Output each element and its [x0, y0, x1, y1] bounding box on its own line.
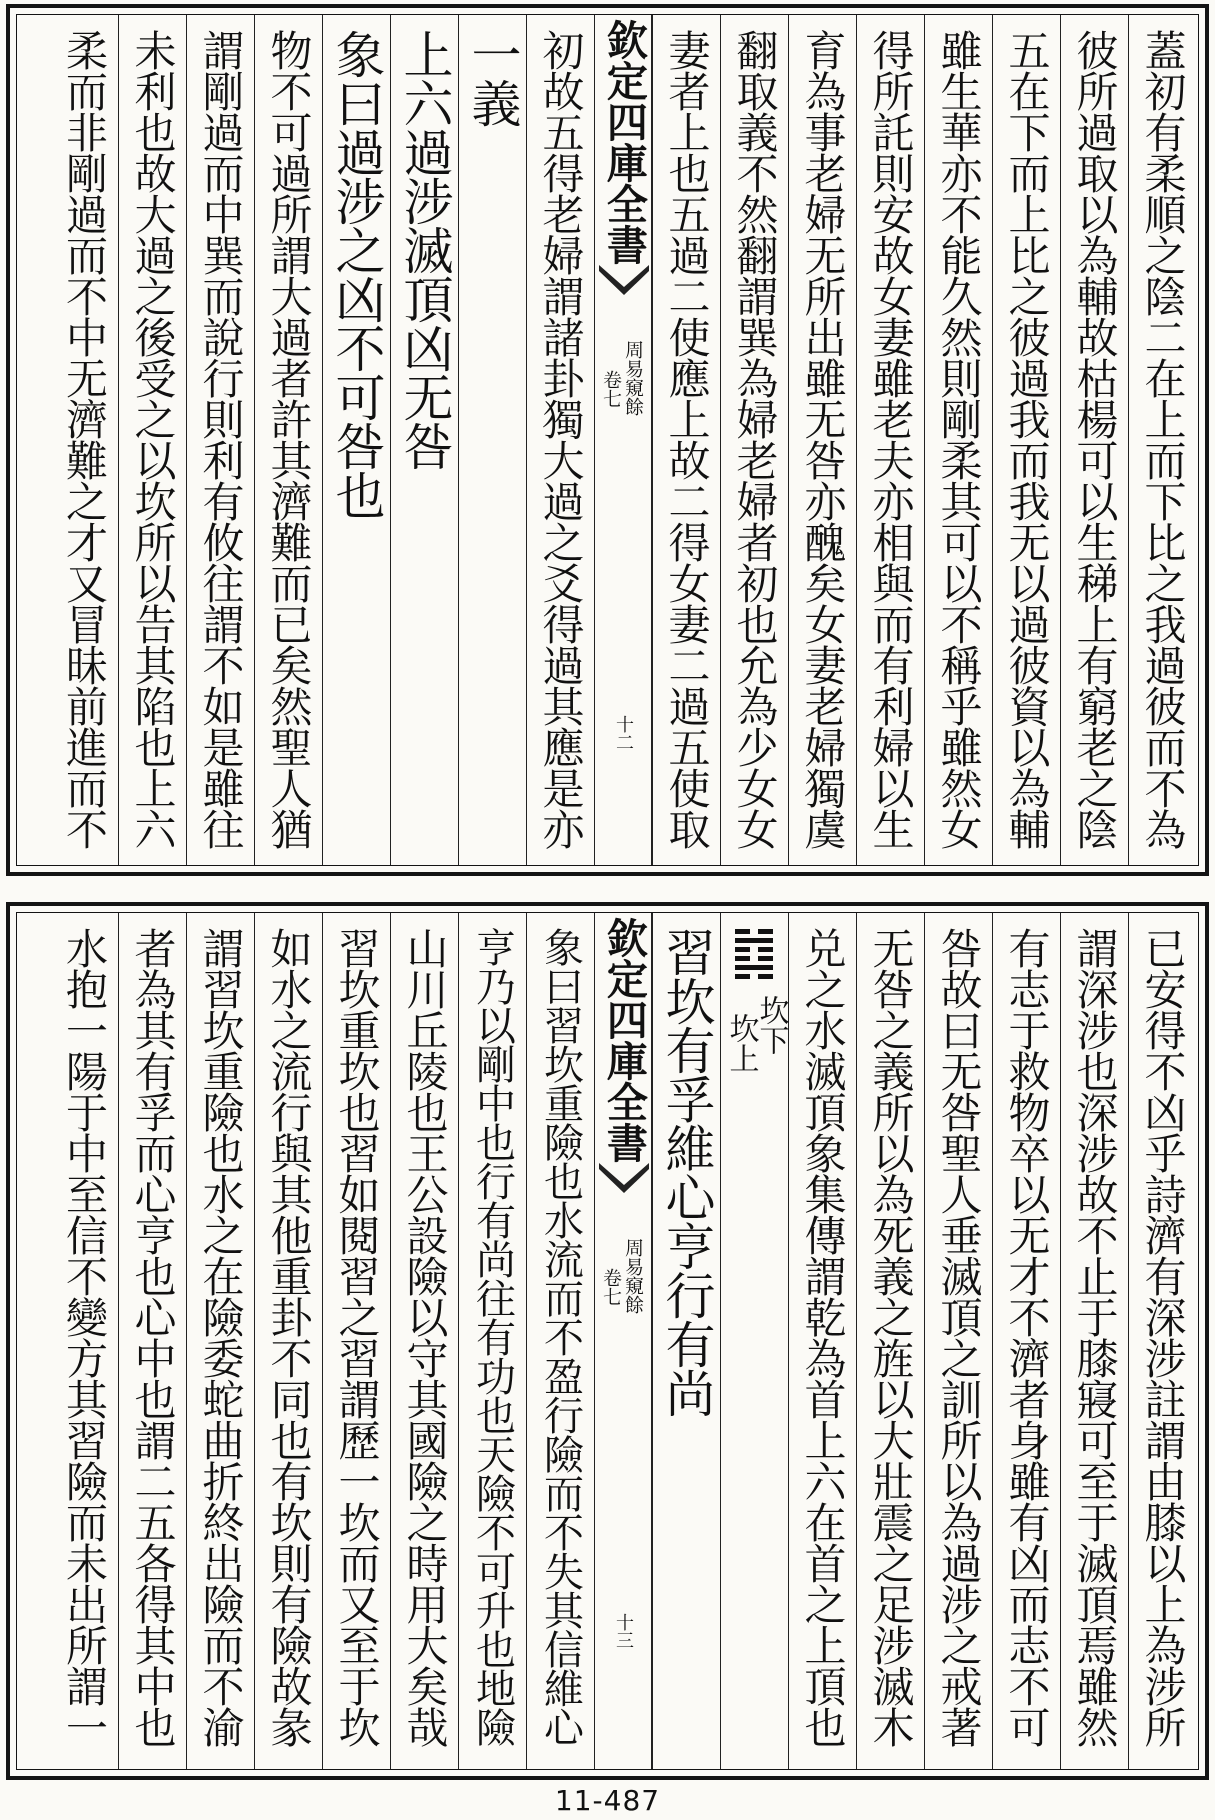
- bottom-column-text: 如水之流行與其他重卦不同也有坎則有險故彖: [264, 927, 314, 1747]
- bottom-column-text: 象曰習坎重險也水流而不盈行險而不失其信維心: [537, 927, 584, 1746]
- bottom-column-text: 山川丘陵也王公設險以守其國險之時用大矣哉: [400, 927, 450, 1747]
- bottom-library-title: 欽定四庫全書: [599, 917, 648, 1163]
- top-column-text: 象曰過涉之凶不可咎也: [327, 29, 386, 519]
- bottom-column-text: 習坎有孚維心亨行有尚: [657, 927, 716, 1417]
- top-column-text: 育為事老婦无所出雖无咎亦醜矣女妻老婦獨虞: [798, 29, 848, 849]
- top-left-column: [50, 15, 118, 865]
- top-left-column: [458, 15, 526, 865]
- bottom-column-text: 者為其有孚而心亨也心中也謂二五各得其中也: [128, 927, 178, 1747]
- top-column-text: 物不可過所謂大過者許其濟難而已矣然聖人猶: [264, 29, 314, 849]
- bottom-column-text: 謂深涉也深涉故不止于膝寢可至于滅頂焉雖然: [1070, 927, 1120, 1747]
- top-center-fold: [594, 15, 652, 865]
- bottom-left-column: [186, 913, 254, 1769]
- top-column-text: 五在下而上比之彼過我而我无以過彼資以為輔: [1002, 29, 1052, 849]
- bottom-column-text: 已安得不凶乎詩濟有深涉註謂由膝以上為涉所: [1138, 927, 1188, 1747]
- fishtail-mark-icon: [599, 265, 649, 295]
- top-column-text: 一義: [463, 29, 522, 127]
- top-column-text: 彼所過取以為輔故枯楊可以生稊上有窮老之陰: [1070, 29, 1120, 849]
- bottom-right-column: [924, 913, 992, 1769]
- top-column-text: 翻取義不然翻謂巽為婦老婦者初也允為少女女: [730, 29, 780, 849]
- bottom-right-column: [788, 913, 856, 1769]
- top-right-column: [652, 15, 720, 865]
- top-left-column: [526, 15, 594, 865]
- bottom-left-column: [50, 913, 118, 1769]
- top-volume: 卷七: [600, 370, 622, 408]
- top-column-text: 蓋初有柔順之陰二在上而下比之我過彼而不為: [1138, 29, 1188, 849]
- top-left-column: [390, 15, 458, 865]
- bottom-column-text: 无咎之義所以為死義之旌以大壯震之足涉滅木: [866, 927, 916, 1747]
- top-column-text: 雖生華亦不能久然則剛柔其可以不稱乎雖然女: [934, 29, 984, 849]
- bottom-column-text: 習坎重坎也習如閱習之習謂歷一坎而又至于坎: [332, 927, 382, 1747]
- bottom-leaf-number: 十三: [613, 1613, 634, 1649]
- bottom-volume: 卷七: [600, 1268, 622, 1306]
- bottom-right-column: [856, 913, 924, 1769]
- bottom-book-title: 周易窺餘: [622, 1238, 644, 1314]
- hexagram-column: [720, 913, 788, 1769]
- bottom-column-text: 水抱一陽于中至信不變方其習險而未出所謂一: [60, 927, 109, 1747]
- bottom-left-column: [526, 913, 594, 1769]
- bottom-right-column: [1128, 913, 1196, 1769]
- bottom-heading-column: [652, 913, 720, 1769]
- bottom-right-column: [1060, 913, 1128, 1769]
- bottom-column-text: 有志于救物卒以无才不濟者身雖有凶而志不可: [1002, 927, 1052, 1747]
- bottom-center-fold: [594, 913, 652, 1769]
- top-right-column: [1060, 15, 1128, 865]
- top-library-title: 欽定四庫全書: [599, 19, 648, 265]
- top-right-column: [788, 15, 856, 865]
- hexagram-upper-label: 坎上: [723, 1013, 759, 1073]
- bottom-page-frame: [16, 912, 1199, 1770]
- bottom-left-column: [322, 913, 390, 1769]
- top-left-column: [254, 15, 322, 865]
- bottom-left-column: [390, 913, 458, 1769]
- hexagram-lower-label: 坎下: [753, 995, 789, 1055]
- top-right-column: [1128, 15, 1196, 865]
- top-left-column: [118, 15, 186, 865]
- bottom-column-text: 謂習坎重險也水之在險委蛇曲折終出險而不渝: [196, 927, 246, 1747]
- top-leaf-number: 十二: [613, 715, 634, 751]
- top-column-text: 未利也故大過之後受之以坎所以告其陷也上六: [128, 29, 178, 849]
- bottom-left-column: [118, 913, 186, 1769]
- top-page-frame: [16, 14, 1199, 866]
- bottom-right-column: [992, 913, 1060, 1769]
- top-left-column: [186, 15, 254, 865]
- top-column-text: 初故五得老婦謂諸卦獨大過之爻得過其應是亦: [536, 29, 586, 849]
- bottom-column-text: 咎故曰无咎聖人垂滅頂之訓所以為過涉之戒著: [934, 927, 984, 1747]
- bottom-left-column: [254, 913, 322, 1769]
- top-right-column: [720, 15, 788, 865]
- top-column-text: 妻者上也五過二使應上故二得女妻二過五使取: [662, 29, 712, 849]
- top-column-text: 謂剛過而中巽而說行則利有攸往謂不如是雖往: [196, 29, 246, 849]
- top-column-text: 柔而非剛過而不中无濟難之才又冒昧前進而不: [60, 29, 109, 849]
- top-column-text: 上六過涉滅頂凶无咎: [395, 29, 454, 470]
- top-page: [6, 4, 1209, 876]
- fishtail-mark-icon: [599, 1163, 649, 1193]
- top-column-text: 得所託則安故女妻雖老夫亦相與而有利婦以生: [866, 29, 916, 849]
- page-number: 11-487: [554, 1784, 661, 1817]
- top-left-column: [322, 15, 390, 865]
- bottom-column-text: 亨乃以剛中也行有尚往有功也天險不可升也地險: [469, 927, 516, 1746]
- top-right-column: [924, 15, 992, 865]
- bottom-left-column: [458, 913, 526, 1769]
- top-book-title: 周易窺餘: [622, 340, 644, 416]
- top-right-column: [992, 15, 1060, 865]
- top-right-column: [856, 15, 924, 865]
- bottom-column-text: 兑之水滅頂象集傳謂乾為首上六在首之上頂也: [798, 927, 848, 1747]
- bottom-page: [6, 902, 1209, 1780]
- kan-hexagram-icon: [735, 929, 773, 983]
